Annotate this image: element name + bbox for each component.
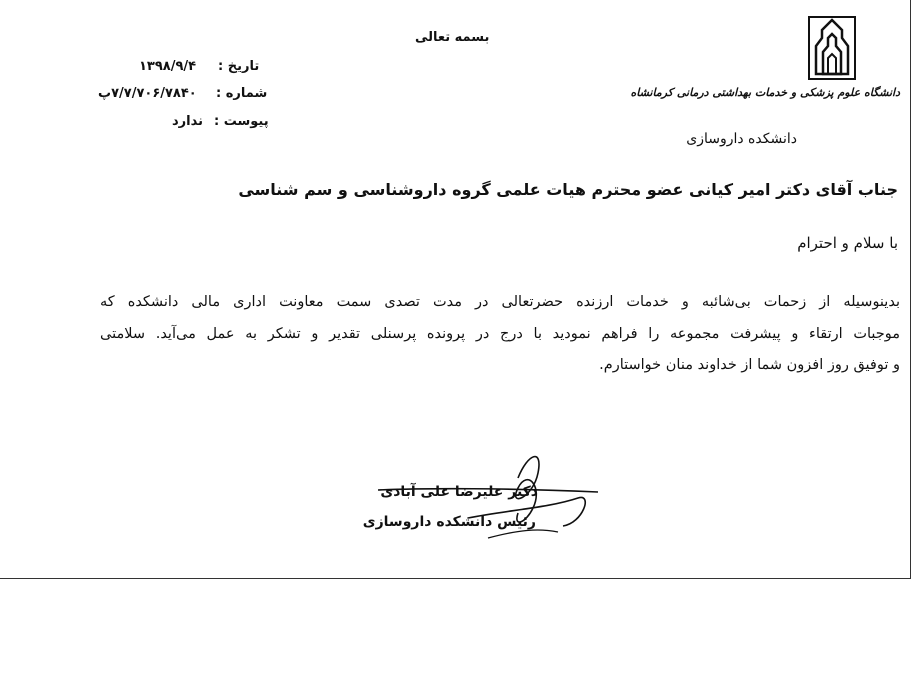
date-label: تاریخ :: [218, 59, 260, 74]
university-logo: [808, 16, 856, 80]
date-value: ۱۳۹۸/۹/۴: [139, 59, 197, 74]
body-line: موجبات ارتقاء و پیشرفت مجموعه را فراهم نمودید با درج در پرونده پرسنلی تقدیر و تشکر به عمل می‌آید. سلامتی: [100, 325, 900, 342]
signer-title: رئیس دانشکده داروسازی: [362, 514, 536, 530]
body-line: بدینوسیله از زحمات بی‌شائبه و خدمات ارزنده حضرتعالی در مدت تصدی سمت معاونت اداری مالی دانشکده که: [100, 294, 900, 310]
greeting-line: با سلام و احترام: [797, 234, 898, 252]
attachment-label: پیوست :: [214, 114, 269, 129]
number-label: شماره :: [216, 86, 268, 101]
handwritten-signature: [368, 448, 618, 548]
signer-name: دکتر علیرضا علی آبادی: [380, 484, 538, 500]
number-value: ۷/۷/۷۰۶/۷۸۴۰پ: [98, 86, 197, 101]
bismillah-heading: بسمه تعالی: [415, 30, 490, 45]
attachment-value: ندارد: [172, 114, 204, 129]
recipient-line: جناب آقای دکتر امیر کیانی عضو محترم هیات علمی گروه داروشناسی و سم شناسی: [238, 180, 898, 199]
university-name: دانشگاه علوم پزشکی و خدمات بهداشتی درمانی کرمانشاه: [630, 86, 900, 99]
faculty-name: دانشکده داروسازی: [686, 131, 797, 147]
body-line: و توفیق روز افزون شما از خداوند منان خواستارم.: [599, 357, 900, 373]
letter-body: [100, 287, 900, 382]
